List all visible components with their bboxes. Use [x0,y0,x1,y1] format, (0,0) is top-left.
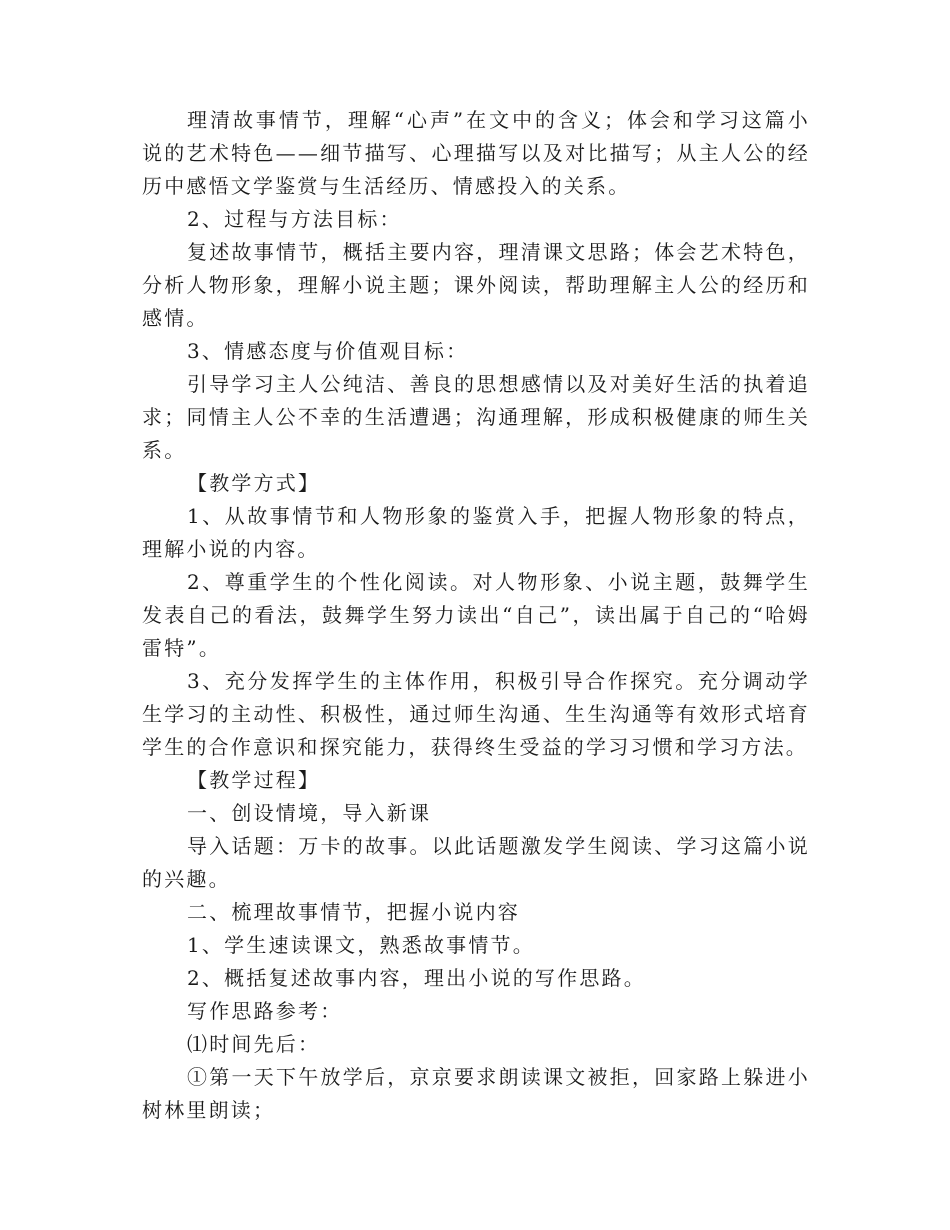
document-body [142,104,810,1127]
paragraph-step-2-item-1: 1、学生速读课文，熟悉故事情节。 [187,933,535,957]
section-heading-teaching-method: 【教学方式】 [187,471,321,495]
heading-process-method-goal: 2、过程与方法目标： [187,207,402,231]
paragraph-writing-reference: 写作思路参考： [187,999,343,1023]
paragraph-emotion-values: 引导学习主人公纯洁、善良的思想感情以及对美好生活的执着追求；同情主人公不幸的生活遭遇；沟通理解，形成积极健康的师生关系。 [142,372,810,462]
paragraph-method-3: 3、充分发挥学生的主体作用，积极引导合作探究。充分调动学生学习的主动性、积极性，通过师生沟通、生生沟通等有效形式培育学生的合作意识和探究能力，获得终生受益的学习习惯和学习方法。 [142,669,810,759]
heading-step-1: 一、创设情境，导入新课 [187,801,432,825]
paragraph-method-2: 2、尊重学生的个性化阅读。对人物形象、小说主题，鼓舞学生发表自己的看法，鼓舞学生努力读出“自己”，读出属于自己的“哈姆雷特”。 [142,570,810,660]
heading-emotion-values-goal: 3、情感态度与价值观目标： [187,339,469,363]
paragraph-objectives-knowledge: 理清故事情节，理解“心声”在文中的含义；体会和学习这篇小说的艺术特色——细节描写、心理描写以及对比描写；从主人公的经历中感悟文学鉴赏与生活经历、情感投入的关系。 [142,108,810,198]
paragraph-step-2-item-2: 2、概括复述故事内容，理出小说的写作思路。 [187,966,646,990]
paragraph-process-method: 复述故事情节，概括主要内容，理清课文思路；体会艺术特色，分析人物形象，理解小说主题；课外阅读，帮助理解主人公的经历和感情。 [142,240,810,330]
heading-step-2: 二、梳理故事情节，把握小说内容 [187,900,520,924]
section-heading-teaching-process: 【教学过程】 [187,768,321,792]
paragraph-time-order: ⑴时间先后： [187,1032,321,1056]
paragraph-time-order-item-1: ①第一天下午放学后，京京要求朗读课文被拒，回家路上躲进小树林里朗读； [142,1065,810,1122]
paragraph-method-1: 1、从故事情节和人物形象的鉴赏入手，把握人物形象的特点，理解小说的内容。 [142,504,810,561]
paragraph-intro-topic: 导入话题：万卡的故事。以此话题激发学生阅读、学习这篇小说的兴趣。 [142,834,810,891]
